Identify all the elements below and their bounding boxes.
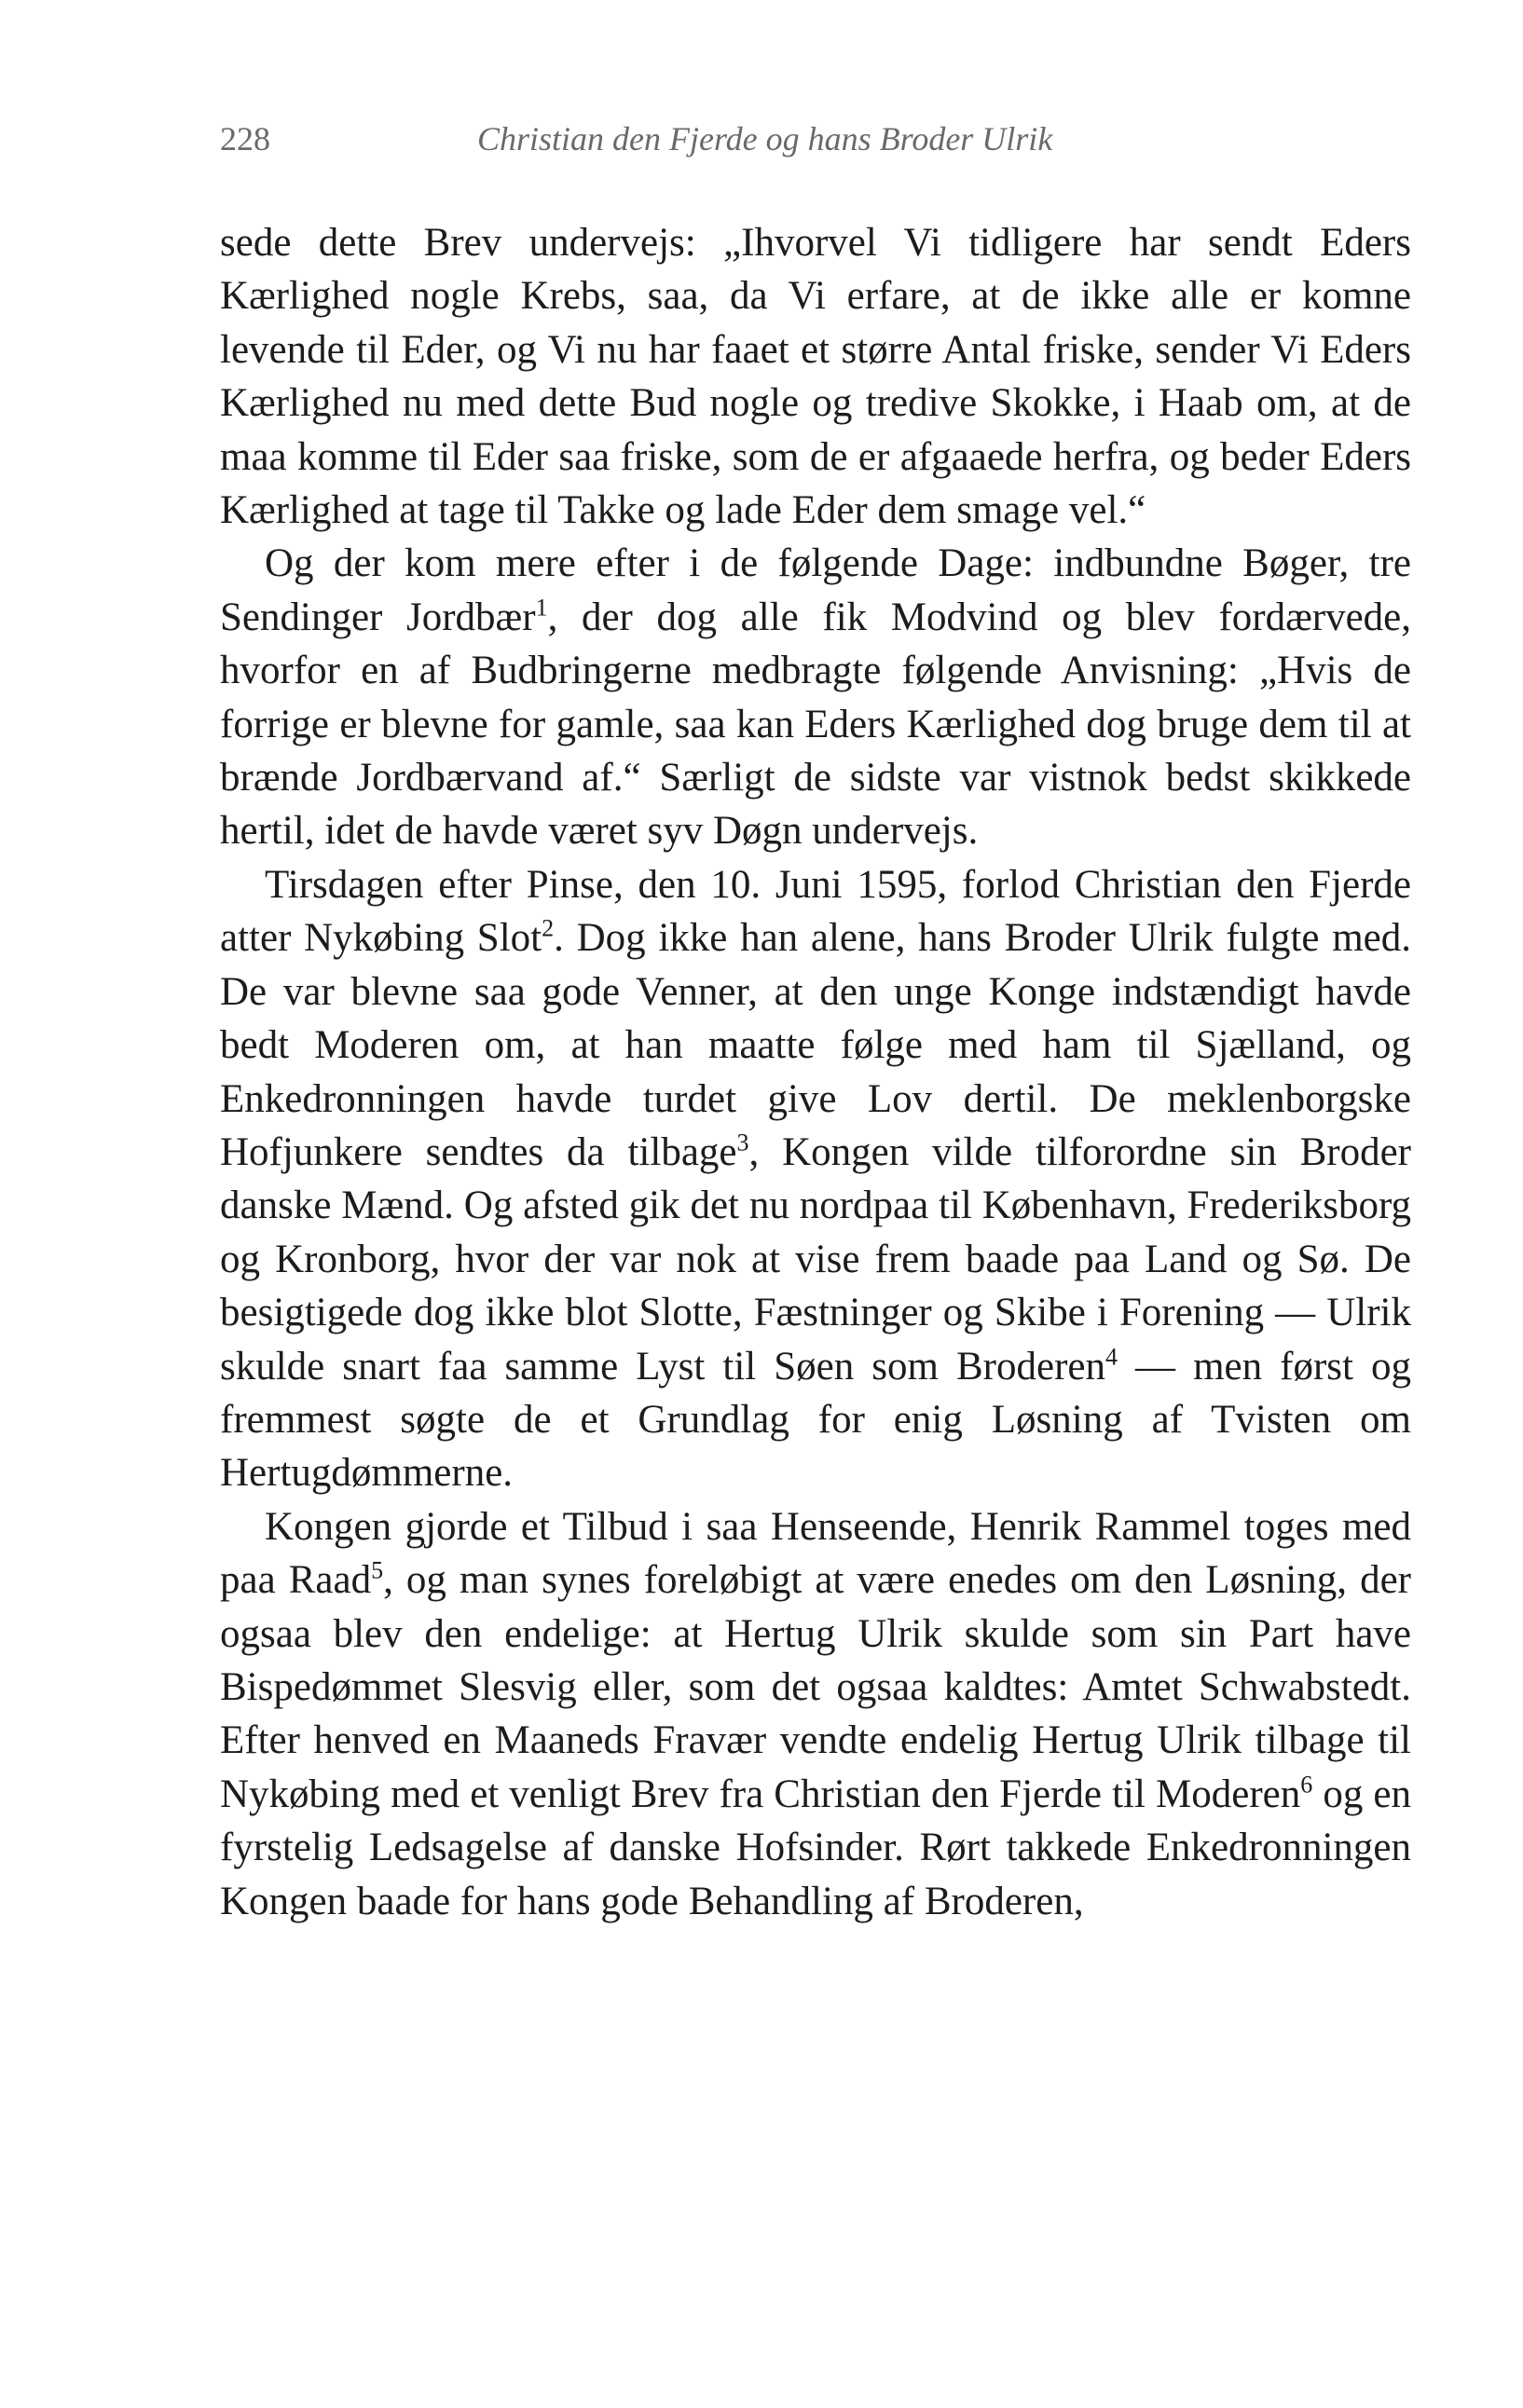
footnote-marker: 1	[535, 594, 548, 622]
paragraph-text: , og man synes foreløbigt at være enedes om den Løsning, der ogsaa blev den endelige: at Hertug Ulrik skulde som sin Part have Bispedømmet Slesvig eller, som det ogsaa kaldtes: Amtet Schwabstedt. Efter henved en Maaneds Fravær vendte endelig Hertug Ulrik tilbage til Nykøbing med et venligt Brev fra Christian den Fjerde til Moderen	[220, 1558, 1411, 1816]
running-head	[220, 119, 1171, 166]
running-title: Christian den Fjerde og hans Broder Ulrik	[477, 120, 1053, 157]
paragraph-text: . Dog ikke han alene, hans Broder Ulrik fulgte med. De var blevne saa gode Venner, at den unge Konge indstændigt havde bedt Moderen om, at han maatte følge med ham til Sjælland, og Enkedronningen havde turdet give Lov dertil. De meklenborgske Hofjunkere sendtes da tilbage	[220, 916, 1411, 1174]
paragraph-text: Tirsdagen efter Pinse, den 10. Juni 1595, forlod Christian den Fjerde atter Nykøbing Slot	[220, 862, 1411, 961]
paragraph-text: , der dog alle fik Modvind og blev fordærvede, hvorfor en af Budbringerne medbragte følgende Anvisning: „Hvis de forrige er blevne for gamle, saa kan Eders Kærlighed dog bruge dem til at brænde Jordbærvand af.“ Særligt de sidste var vistnok bedst skikkede hertil, idet de havde været syv Døgn undervejs.	[220, 595, 1412, 854]
footnote-marker: 6	[1300, 1771, 1313, 1799]
page-number: 228	[220, 120, 270, 157]
paragraph	[220, 537, 1411, 857]
paragraph-text: , Kongen vilde tilforordne sin Broder danske Mænd. Og afsted gik det nu nordpaa til København, Frederiksborg og Kronborg, hvor der var nok at vise frem baade paa Land og Sø. De besigtigede dog ikke blot Slotte, Fæstninger og Skibe i Forening — Ulrik skulde snart faa samme Lyst til Søen som Broderen	[220, 1129, 1411, 1389]
paragraph-text: og en fyrstelig Ledsagelse af danske Hofsinder. Rørt takkede Enkedronningen Kongen baade for hans gode Behandling af Broderen,	[220, 1772, 1411, 1923]
paragraph	[220, 1500, 1411, 1928]
footnote-marker: 2	[542, 914, 555, 942]
paragraph-text: sede dette Brev undervejs: „Ihvorvel Vi tidligere har sendt Eders Kærlighed nogle Krebs, saa, da Vi erfare, at de ikke alle er komne levende til Eder, og Vi nu har faaet et større Antal friske, sender Vi Eders Kærlighed nu med dette Bud nogle og tredive Skokke, i Haab om, at de maa komme til Eder saa friske, som de er afgaaede herfra, og beder Eders Kærlighed at tage til Takke og lade Eder dem smage vel.“	[220, 221, 1411, 533]
paragraph	[220, 858, 1411, 1500]
paragraph	[220, 216, 1411, 537]
paragraph-text: Kongen gjorde et Tilbud i saa Henseende, Henrik Rammel toges med paa Raad	[220, 1504, 1411, 1603]
paragraph-text: Og der kom mere efter i de følgende Dage: indbundne Bøger, tre Sendinger Jordbær	[220, 541, 1411, 639]
paragraph-text: — men først og fremmest søgte de et Grundlag for enig Løsning af Tvisten om Hertugdømmerne.	[220, 1344, 1411, 1496]
footnote-marker: 4	[1105, 1343, 1118, 1371]
footnote-marker: 3	[736, 1129, 749, 1156]
body-text	[220, 216, 1411, 1928]
footnote-marker: 5	[371, 1556, 384, 1584]
